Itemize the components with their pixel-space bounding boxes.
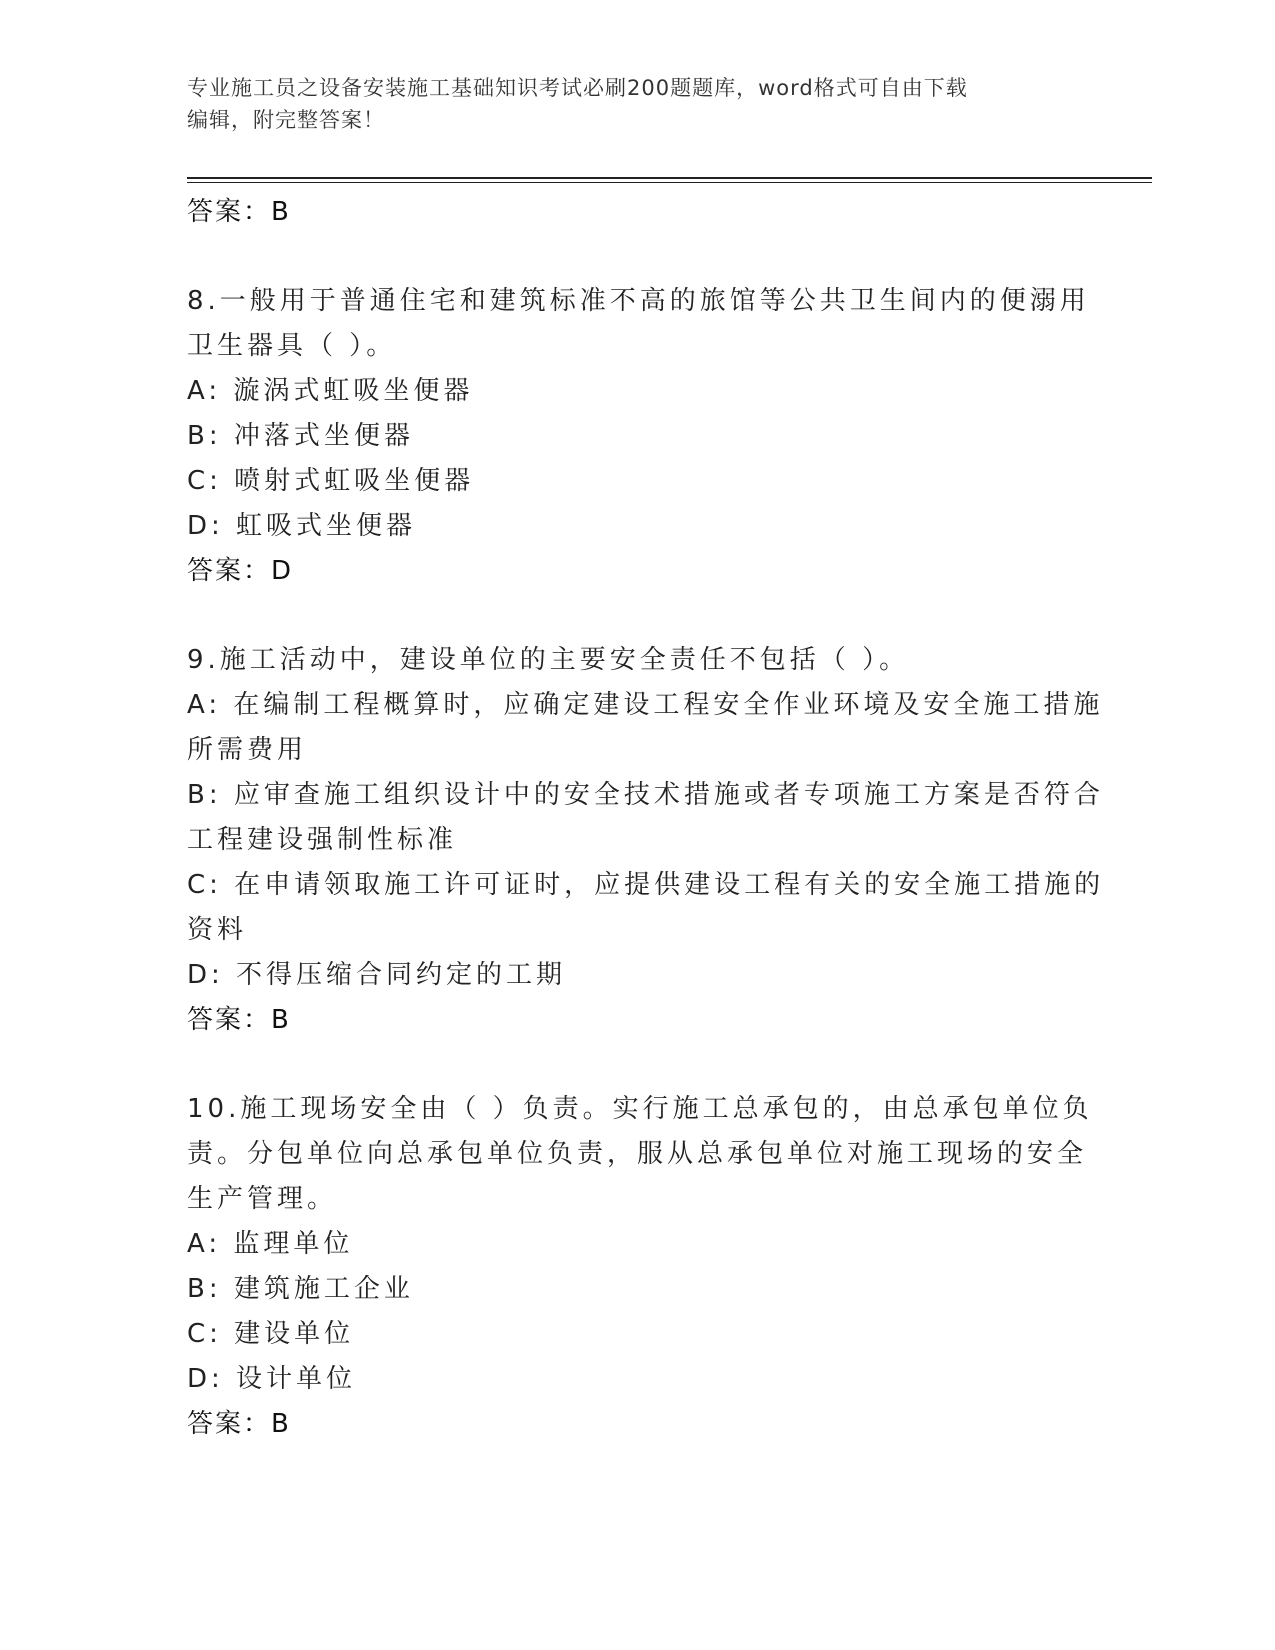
- option-c: C: 在申请领取施工许可证时，应提供建设工程有关的安全施工措施的: [187, 870, 1105, 900]
- answer: 答案：B: [187, 1409, 291, 1439]
- header-divider-thin: [187, 182, 1152, 183]
- document-header: [187, 72, 1067, 136]
- option-c: C: 建设单位: [187, 1319, 355, 1349]
- spacer: [187, 594, 1087, 638]
- question-10: [187, 1087, 1093, 1447]
- question-9: [187, 638, 1105, 1043]
- question-list: [187, 190, 1105, 1447]
- previous-answer: 答案：B: [187, 197, 291, 227]
- answer: 答案：D: [187, 556, 294, 586]
- question-stem: 9.施工活动中，建设单位的主要安全责任不包括（ ）。: [187, 645, 910, 675]
- spacer: [187, 1043, 1087, 1087]
- header-divider-thick: [187, 177, 1152, 179]
- question-stem: 10.施工现场安全由（ ）负责。实行施工总承包的，由总承包单位负: [187, 1094, 1093, 1124]
- header-title-line-2: 编辑，附完整答案！: [187, 108, 385, 132]
- option-c-continued: 资料: [187, 915, 248, 945]
- question-stem: 8.一般用于普通住宅和建筑标准不高的旅馆等公共卫生间内的便溺用: [187, 286, 1090, 316]
- option-a: A: 监理单位: [187, 1229, 354, 1259]
- spacer: [187, 235, 1087, 279]
- header-title-line-1: 专业施工员之设备安装施工基础知识考试必刷200题题库，word格式可自由下载: [187, 76, 968, 100]
- question-stem: 卫生器具（ ）。: [187, 331, 397, 361]
- option-b-continued: 工程建设强制性标准: [187, 825, 458, 855]
- option-b: B: 应审查施工组织设计中的安全技术措施或者专项施工方案是否符合: [187, 780, 1104, 810]
- option-a-continued: 所需费用: [187, 735, 308, 765]
- option-a: A: 在编制工程概算时，应确定建设工程安全作业环境及安全施工措施: [187, 690, 1104, 720]
- option-d: D: 设计单位: [187, 1364, 357, 1394]
- option-d: D: 虹吸式坐便器: [187, 511, 417, 541]
- option-b: B: 建筑施工企业: [187, 1274, 414, 1304]
- option-a: A: 漩涡式虹吸坐便器: [187, 376, 474, 406]
- question-stem: 责。分包单位向总承包单位负责，服从总承包单位对施工现场的安全: [187, 1139, 1088, 1169]
- question-8: [187, 279, 1090, 594]
- answer: 答案：B: [187, 1005, 291, 1035]
- option-c: C: 喷射式虹吸坐便器: [187, 466, 475, 496]
- option-d: D: 不得压缩合同约定的工期: [187, 960, 567, 990]
- option-b: B: 冲落式坐便器: [187, 421, 414, 451]
- question-stem: 生产管理。: [187, 1184, 338, 1214]
